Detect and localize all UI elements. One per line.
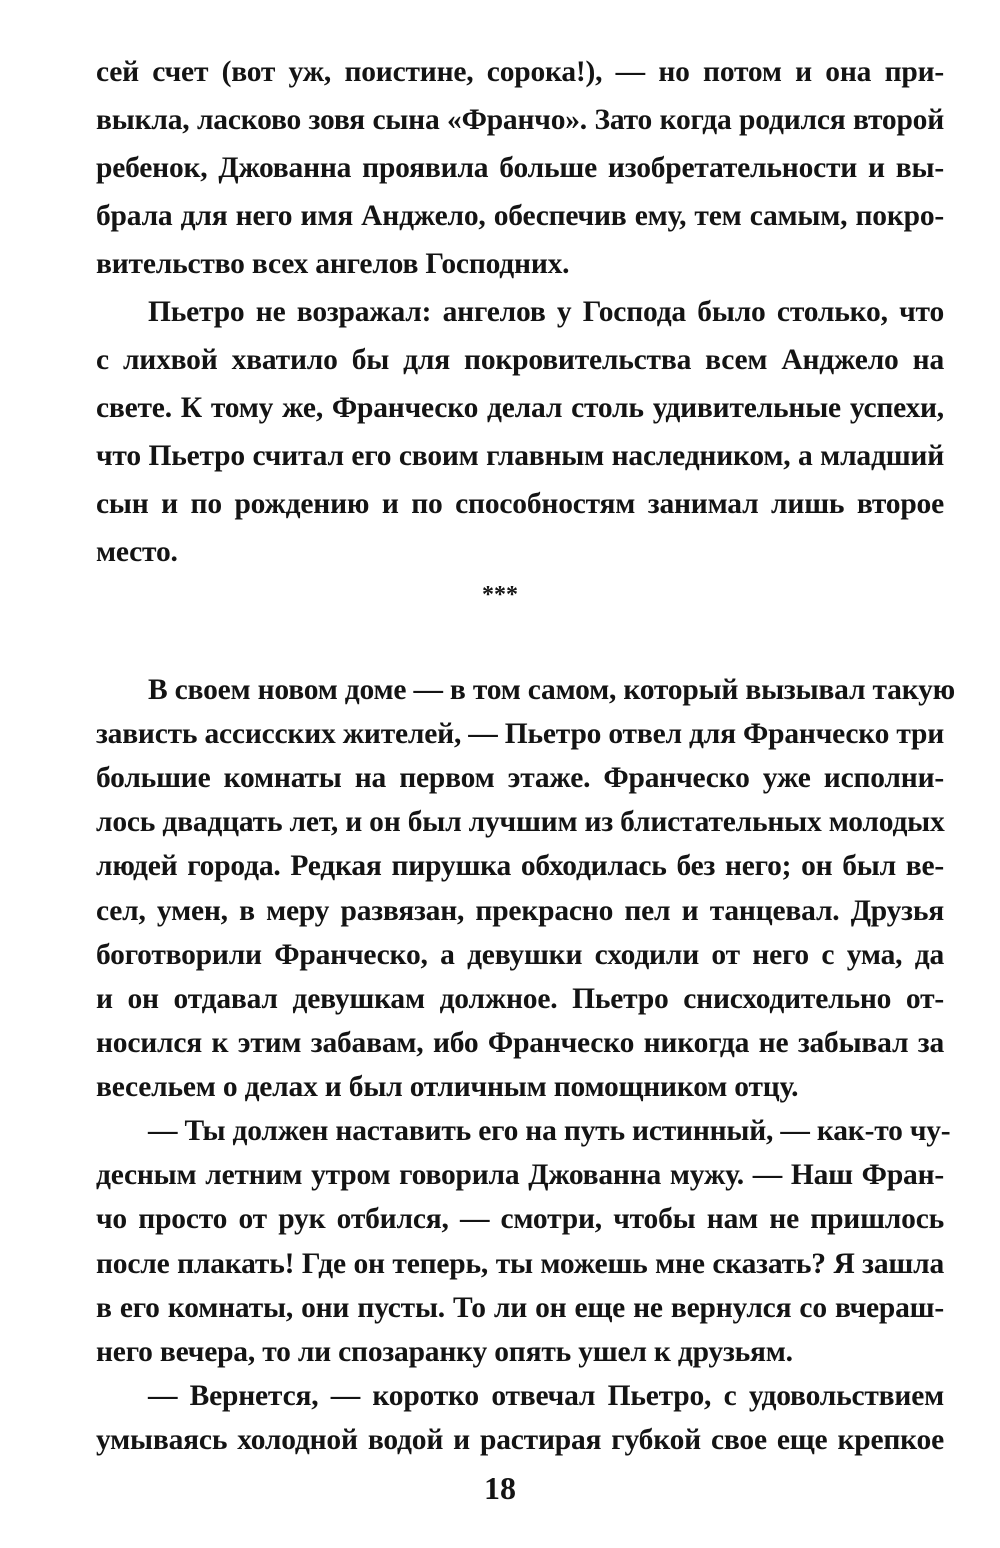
text-line: него вечера, то ли спозаранку опять ушел к друзьям. — [96, 1336, 793, 1368]
text-line: выкла, ласково зовя сына «Франчо». Зато когда родился второй — [96, 104, 944, 136]
text-line: людей города. Редкая пирушка обходилась без него; он был ве- — [96, 850, 944, 882]
text-line: сей счет (вот уж, поистине, сорока!), — но потом и она при- — [96, 56, 944, 88]
text-line: лось двадцать лет, и он был лучшим из блистательных молодых — [96, 806, 945, 838]
text-line: ребенок, Джованна проявила больше изобретательности и вы- — [96, 152, 944, 184]
section-separator: *** — [482, 582, 518, 608]
text-line: с лихвой хватило бы для покровительства всем Анджело на — [96, 344, 944, 376]
text-line: что Пьетро считал его своим главным наследником, а младший — [96, 440, 944, 472]
text-line: десным летним утром говорила Джованна мужу. — Наш Фран- — [96, 1159, 944, 1191]
text-line: боготворили Франческо, а девушки сходили от него с ума, да — [96, 939, 944, 971]
text-line: зависть ассисских жителей, — Пьетро отвел для Франческо три — [96, 718, 945, 750]
text-line: после плакать! Где он теперь, ты можешь мне сказать? Я зашла — [96, 1248, 944, 1280]
text-line: — Вернется, — коротко отвечал Пьетро, с удовольствием — [148, 1380, 944, 1412]
text-line: весельем о делах и был отличным помощником отцу. — [96, 1071, 799, 1103]
text-line: сын и по рождению и по способностям занимал лишь второе — [96, 488, 944, 520]
text-line: вительство всех ангелов Господних. — [96, 248, 570, 280]
text-line: В своем новом доме — в том самом, который вызывал такую — [148, 674, 955, 706]
text-line: чо просто от рук отбился, — смотри, чтобы нам не пришлось — [96, 1203, 944, 1235]
text-line: место. — [96, 536, 178, 568]
text-line: носился к этим забавам, ибо Франческо никогда не забывал за — [96, 1027, 944, 1059]
text-line: умываясь холодной водой и растирая губкой свое еще крепкое — [96, 1424, 944, 1456]
text-line: в его комнаты, они пусты. То ли он еще не вернулся со вчераш- — [96, 1292, 944, 1324]
text-line: Пьетро не возражал: ангелов у Господа было столько, что — [148, 296, 944, 328]
text-line: и он отдавал девушкам должное. Пьетро снисходительно от- — [96, 983, 944, 1015]
text-line: — Ты должен наставить его на путь истинный, — как-то чу- — [148, 1115, 951, 1147]
text-line: брала для него имя Анджело, обеспечив ему, тем самым, покро- — [96, 200, 944, 232]
text-line: свете. К тому же, Франческо делал столь удивительные успехи, — [96, 392, 944, 424]
text-line: сел, умен, в меру развязан, прекрасно пел и танцевал. Друзья — [96, 895, 944, 927]
text-line: большие комнаты на первом этаже. Франческо уже исполни- — [96, 762, 944, 794]
page-number: 18 — [484, 1470, 516, 1506]
